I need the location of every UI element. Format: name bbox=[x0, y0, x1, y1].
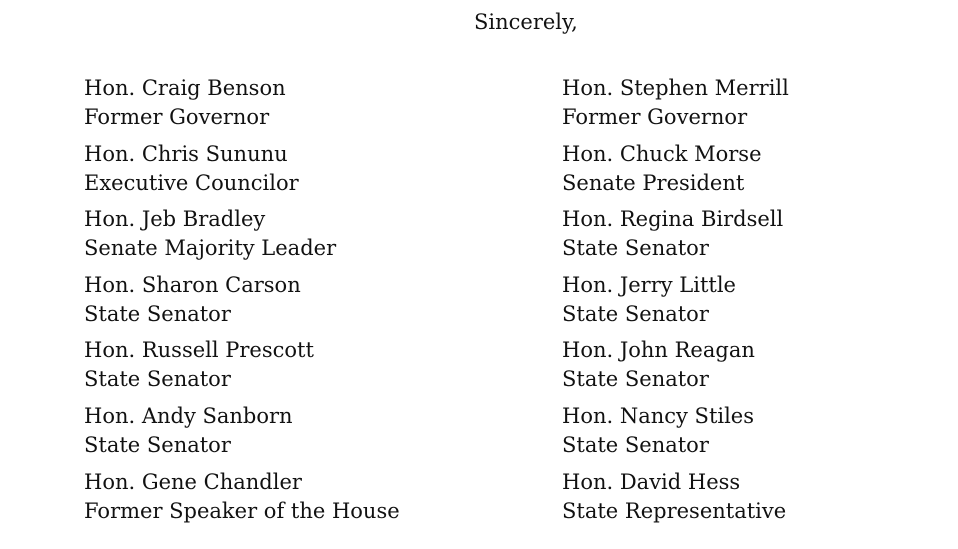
signer-title: State Senator bbox=[84, 432, 231, 457]
signer-name: Hon. Jeb Bradley bbox=[84, 207, 266, 232]
signer-name: Hon. Russell Prescott bbox=[84, 338, 314, 363]
signer-block bbox=[84, 336, 504, 402]
signer-block bbox=[562, 140, 958, 206]
signer-block bbox=[562, 205, 958, 271]
signers-right-column bbox=[562, 74, 958, 533]
signer-title: Senate Majority Leader bbox=[84, 236, 337, 261]
signer-block bbox=[84, 402, 504, 468]
signer-name: Hon. Regina Birdsell bbox=[562, 207, 784, 232]
signer-name: Hon. Chuck Morse bbox=[562, 141, 762, 166]
signer-title: State Senator bbox=[562, 367, 709, 392]
signer-name: Hon. Sharon Carson bbox=[84, 272, 301, 297]
signer-block bbox=[84, 205, 504, 271]
signer-name: Hon. Chris Sununu bbox=[84, 141, 288, 166]
signer-block bbox=[562, 271, 958, 337]
signer-title: State Senator bbox=[84, 301, 231, 326]
signer-block bbox=[562, 468, 958, 534]
signer-block bbox=[84, 74, 504, 140]
signer-name: Hon. Jerry Little bbox=[562, 272, 736, 297]
closing-salutation: Sincerely, bbox=[474, 10, 578, 34]
signer-block bbox=[84, 271, 504, 337]
signer-name: Hon. David Hess bbox=[562, 469, 741, 494]
signer-title: Former Governor bbox=[84, 105, 270, 129]
signer-block bbox=[562, 336, 958, 402]
signer-name: Hon. Craig Benson bbox=[84, 76, 286, 100]
signers-left-column bbox=[84, 74, 504, 533]
signer-title: State Senator bbox=[562, 301, 709, 326]
signer-title: State Senator bbox=[84, 367, 231, 392]
signer-title: Former Governor bbox=[562, 105, 748, 129]
signer-block bbox=[562, 74, 958, 140]
signer-title: Executive Councilor bbox=[84, 170, 299, 195]
signer-block bbox=[84, 468, 504, 534]
signer-name: Hon. Andy Sanborn bbox=[84, 403, 293, 428]
signer-title: Former Speaker of the House bbox=[84, 498, 400, 523]
signer-title: Senate President bbox=[562, 170, 745, 195]
signer-title: State Senator bbox=[562, 432, 709, 457]
signer-title: State Representative bbox=[562, 498, 787, 523]
signer-title: State Senator bbox=[562, 236, 709, 261]
signer-name: Hon. Stephen Merrill bbox=[562, 76, 789, 100]
signer-name: Hon. Nancy Stiles bbox=[562, 403, 755, 428]
signer-name: Hon. John Reagan bbox=[562, 338, 755, 363]
signer-block bbox=[562, 402, 958, 468]
signer-name: Hon. Gene Chandler bbox=[84, 469, 302, 494]
signer-block bbox=[84, 140, 504, 206]
